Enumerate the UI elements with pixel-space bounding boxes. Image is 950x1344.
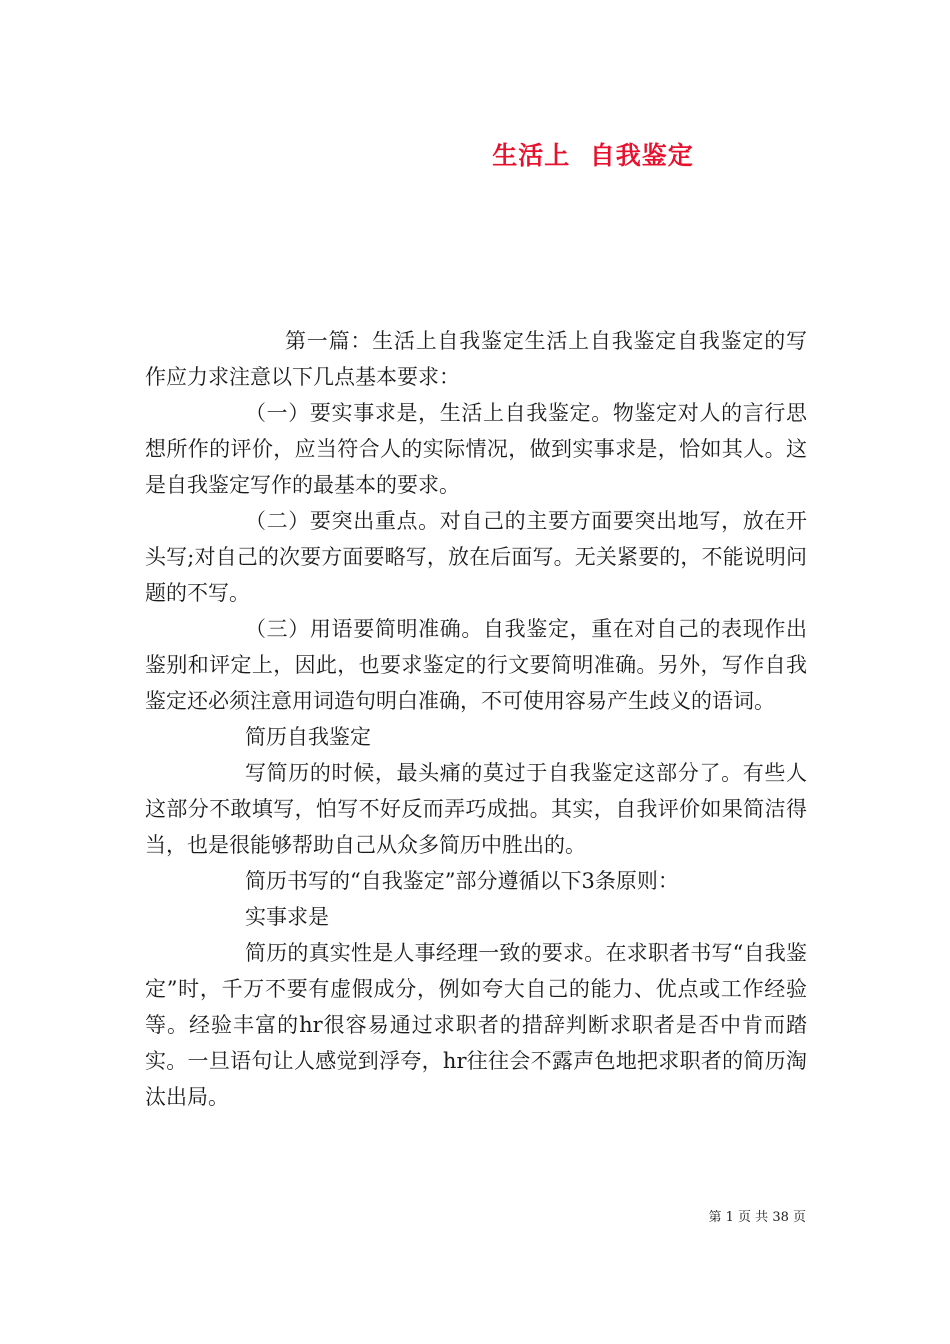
paragraph-requirement-2: （二）要突出重点。对自己的主要方面要突出地写，放在开头写;对自己的次要方面要略写，放在后面写。无关紧要的，不能说明问题的不写。 <box>145 509 807 605</box>
document-body <box>145 323 807 1115</box>
page-number-footer: 第 1 页 共 38 页 <box>708 1210 806 1225</box>
paragraph-principles-intro: 简历书写的“自我鉴定”部分遵循以下3条原则： <box>245 869 679 893</box>
paragraph-intro: 第一篇：生活上自我鉴定生活上自我鉴定自我鉴定的写作应力求注意以下几点基本要求： <box>145 329 807 389</box>
section-heading-resume: 简历自我鉴定 <box>245 725 371 749</box>
paragraph-requirement-1: （一）要实事求是，生活上自我鉴定。物鉴定对人的言行思想所作的评价，应当符合人的实际情况，做到实事求是，恰如其人。这是自我鉴定写作的最基本的要求。 <box>145 401 807 497</box>
paragraph-principle-1: 简历的真实性是人事经理一致的要求。在求职者书写“自我鉴定”时，千万不要有虚假成分，例如夸大自己的能力、优点或工作经验等。经验丰富的hr很容易通过求职者的措辞判断求职者是否中肯而踏实。一旦语句让人感觉到浮夸，hr往往会不露声色地把求职者的简历淘汰出局。 <box>145 941 807 1109</box>
document-title: 生活上 自我鉴定 <box>492 141 694 170</box>
paragraph-resume-intro: 写简历的时候，最头痛的莫过于自我鉴定这部分了。有些人这部分不敢填写，怕写不好反而弄巧成拙。其实，自我评价如果简洁得当，也是很能够帮助自己从众多简历中胜出的。 <box>145 761 807 857</box>
section-heading-principle-1: 实事求是 <box>245 905 329 929</box>
paragraph-requirement-3: （三）用语要简明准确。自我鉴定，重在对自己的表现作出鉴别和评定上，因此，也要求鉴定的行文要简明准确。另外，写作自我鉴定还必须注意用词造句明白准确，不可使用容易产生歧义的语词。 <box>145 617 807 713</box>
